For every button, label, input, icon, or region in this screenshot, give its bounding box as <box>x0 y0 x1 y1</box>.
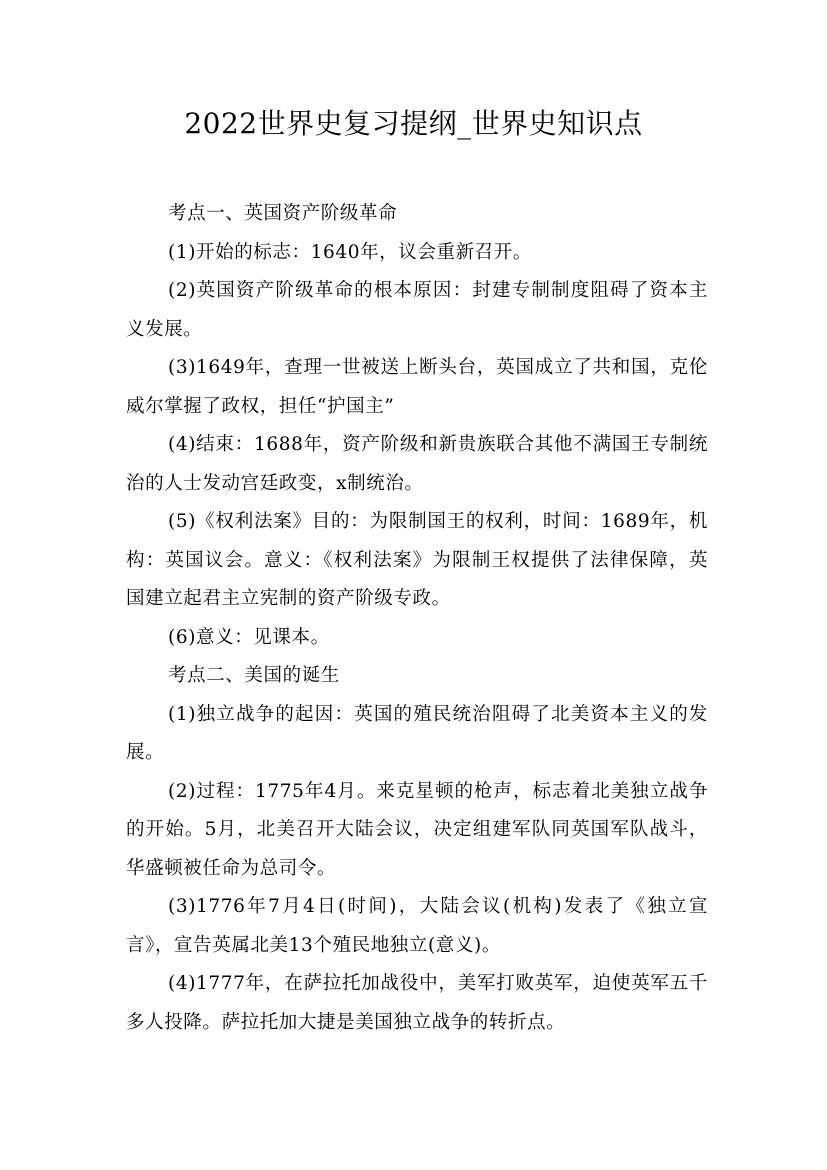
paragraph: (1)独立战争的起因：英国的殖民统治阻碍了北美资本主义的发展。 <box>126 703 708 763</box>
paragraph: (6)意义：见课本。 <box>168 626 330 648</box>
section-heading-1: 考点一、英国资产阶级革命 <box>168 203 398 224</box>
paragraph: (3)1776年7月4日(时间)，大陆会议(机构)发表了《独立宣言》，宣告英属北美13个殖民地独立(意义)。 <box>126 896 708 956</box>
paragraph: (5)《权利法案》目的：为限制国王的权利，时间：1689年，机构：英国议会。意义：《权利法案》为限制王权提供了法律保障，英国建立起君主立宪制的资产阶级专政。 <box>126 511 708 609</box>
document-title: 2022世界史复习提纲_世界史知识点 <box>184 107 643 140</box>
paragraph: (4)1777年，在萨拉托加战役中，美军打败英军，迫使英军五千多人投降。萨拉托加大捷是美国独立战争的转折点。 <box>126 973 708 1033</box>
paragraph: (4)结束：1688年，资产阶级和新贵族联合其他不满国王专制统治的人士发动宫廷政变，x制统治。 <box>126 434 708 494</box>
document-body <box>126 195 708 1042</box>
paragraph: (3)1649年，查理一世被送上断头台，英国成立了共和国，克伦威尔掌握了政权，担任“护国主” <box>126 357 708 417</box>
section-heading-2: 考点二、美国的诞生 <box>168 665 340 686</box>
paragraph: (1)开始的标志：1640年，议会重新召开。 <box>168 241 532 263</box>
paragraph: (2)英国资产阶级革命的根本原因：封建专制制度阻碍了资本主义发展。 <box>126 280 708 340</box>
paragraph: (2)过程：1775年4月。来克星顿的枪声，标志着北美独立战争的开始。5月，北美召开大陆会议，决定组建军队同英国军队战斗，华盛顿被任命为总司令。 <box>126 780 708 879</box>
